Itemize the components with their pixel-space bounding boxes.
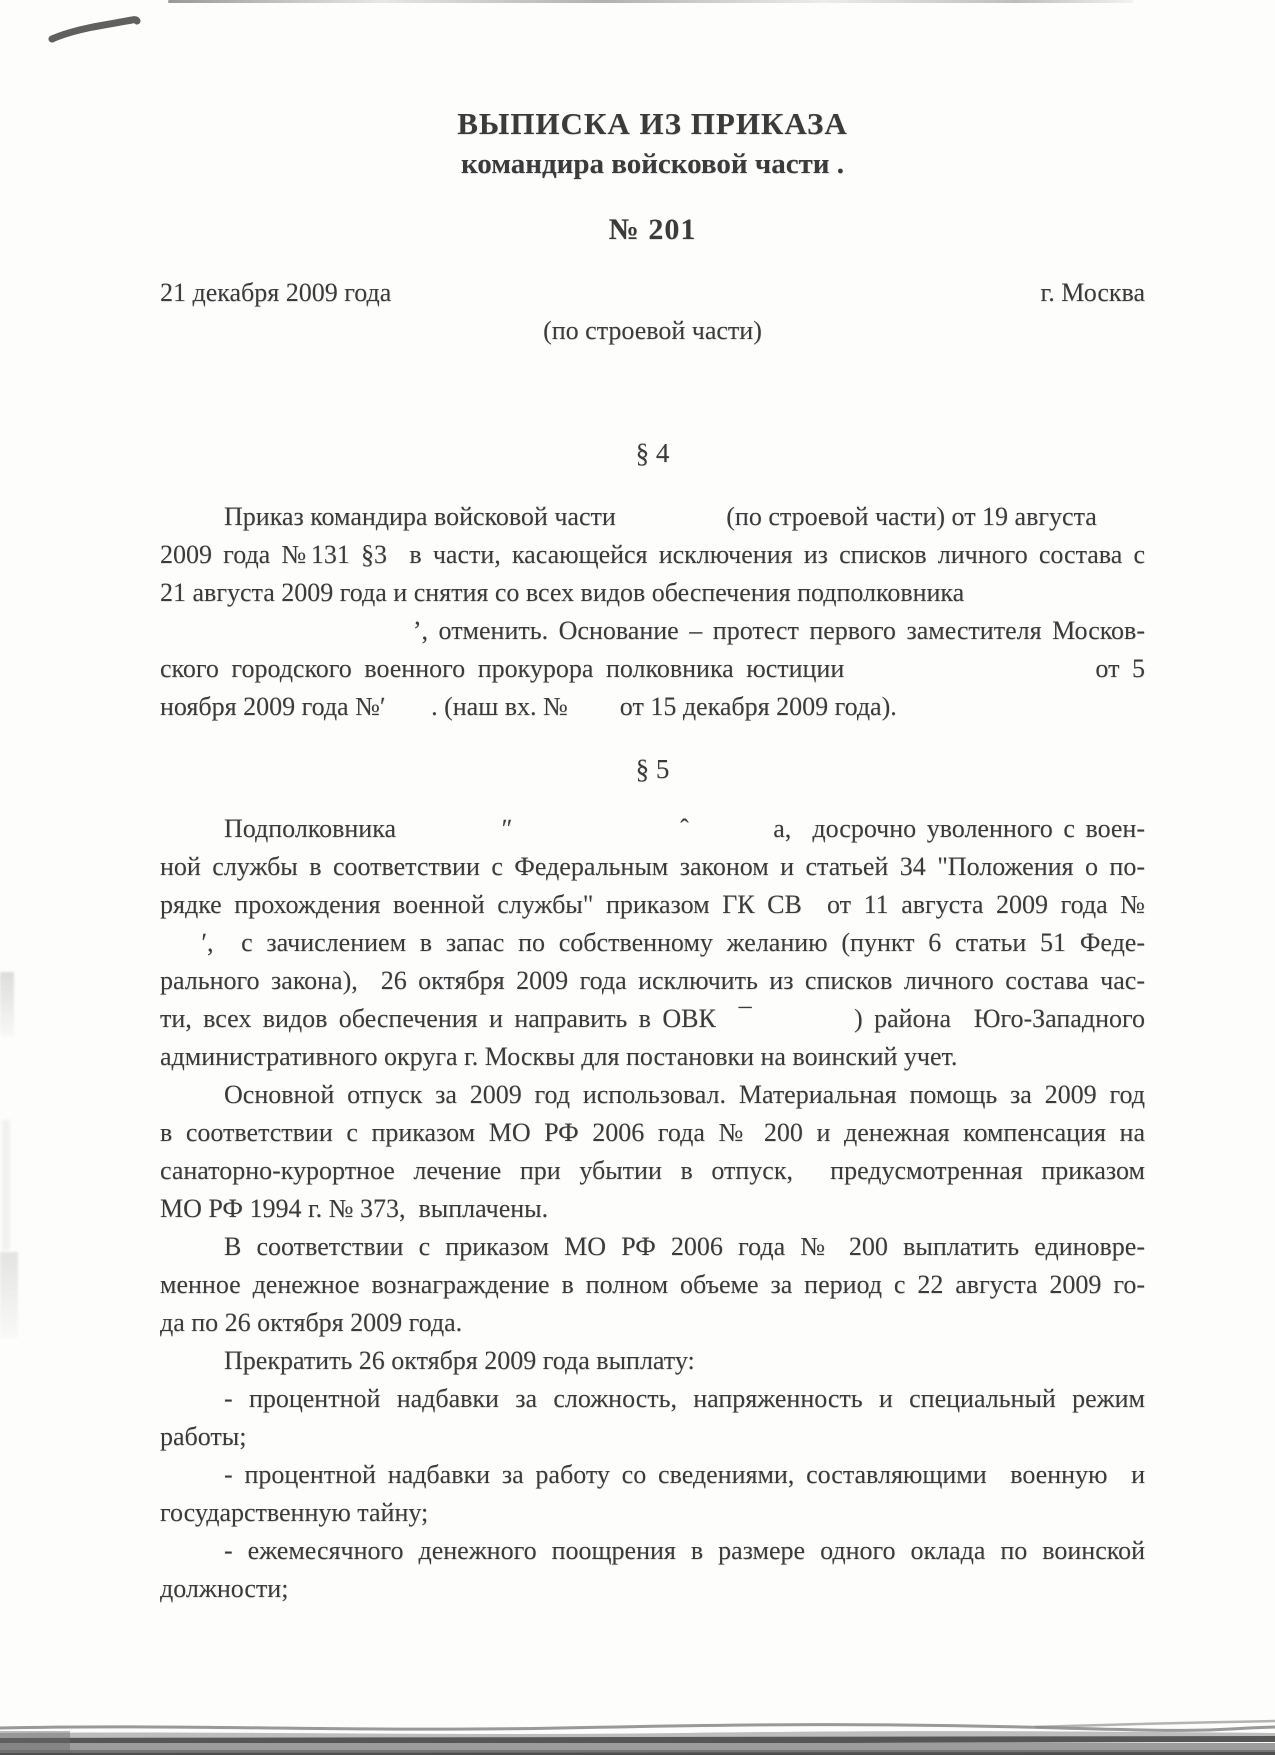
doc-line: - процентной надбавки за сложность, напряженность и специальный режим <box>224 1384 1145 1413</box>
order-date: 21 декабря 2009 года <box>160 278 392 307</box>
doc-line: - ежемесячного денежного поощрения в размере одного оклада по воинской <box>224 1536 1145 1565</box>
document-body <box>160 0 1145 1608</box>
order-place: г. Москва <box>1040 278 1145 307</box>
doc-line: да по 26 октября 2009 года. <box>160 1308 463 1337</box>
doc-line: санаторно-курортное лечение при убытии в отпуск, предусмотренная приказом <box>160 1156 1145 1185</box>
doc-line: Основной отпуск за 2009 год использовал. Материальная помощь за 2009 год <box>224 1080 1145 1109</box>
doc-line: в соответствии с приказом МО РФ 2006 года № 200 и денежная компенсация на <box>160 1118 1145 1147</box>
doc-line: ноября 2009 года №ʹ . (наш вх. № от 15 декабря 2009 года). <box>160 692 897 721</box>
doc-line: В соответствии с приказом МО РФ 2006 года № 200 выплатить единовре- <box>224 1232 1145 1261</box>
scan-smudge <box>2 1120 10 1250</box>
pen-mark-icon <box>38 6 148 52</box>
doc-line: Подполковника ʺ ˆ а, досрочно уволенного с воен- <box>224 814 1145 843</box>
scan-edge-bottom <box>0 1719 1275 1755</box>
section-5-mark: § 5 <box>635 754 670 784</box>
order-number: № 201 <box>608 213 697 246</box>
doc-line: - процентной надбавки за работу со сведениями, составляющими военную и <box>224 1460 1145 1489</box>
doc-line: рального закона), 26 октября 2009 года исключить из списков личного состава час- <box>160 966 1145 995</box>
doc-line: должности; <box>160 1574 289 1603</box>
doc-title-line2: командира войсковой части . <box>460 148 845 180</box>
scan-smudge <box>0 1252 18 1338</box>
doc-line: менное денежное вознаграждение в полном объеме за период с 22 августа 2009 го- <box>160 1270 1145 1299</box>
doc-line: ной службы в соответствии с Федеральным законом и статьей 34 "Положения о по- <box>160 852 1145 881</box>
doc-line: 21 августа 2009 года и снятия со всех видов обеспечения подполковника <box>160 578 965 607</box>
doc-line: МО РФ 1994 г. № 373, выплачены. <box>160 1194 549 1223</box>
doc-title-line1: ВЫПИСКА ИЗ ПРИКАЗА <box>457 106 848 141</box>
scan-smudge <box>0 972 14 1036</box>
doc-line: рядке прохождения военной службы" приказом ГК СВ от 11 августа 2009 года № <box>160 890 1145 919</box>
branch-note: (по строевой части) <box>543 316 762 345</box>
doc-line: работы; <box>160 1422 247 1451</box>
doc-line: ти, всех видов обеспечения и направить в ОВК ¯ ) района Юго-Западного <box>160 1004 1145 1033</box>
doc-line: ʼ, отменить. Основание – протест первого заместителя Москов- <box>160 616 1145 645</box>
section-4-mark: § 4 <box>635 438 670 468</box>
doc-line: Приказ командира войсковой части (по строевой части) от 19 августа <box>224 502 1097 531</box>
doc-line: ʹ, с зачислением в запас по собственному желанию (пункт 6 статьи 51 Феде- <box>160 928 1145 957</box>
section-5-paragraphs <box>160 810 1145 1608</box>
doc-line: административного округа г. Москвы для постановки на воинский учет. <box>160 1042 958 1071</box>
doc-line: государственную тайну; <box>160 1498 429 1527</box>
doc-line: ского городского военного прокурора полковника юстиции от 5 <box>160 654 1145 683</box>
doc-line: 2009 года №131 §3 в части, касающейся исключения из списков личного состава с <box>160 540 1145 569</box>
doc-line: Прекратить 26 октября 2009 года выплату: <box>224 1346 695 1375</box>
section-4-paragraph <box>160 498 1145 726</box>
date-place-row <box>160 274 1145 312</box>
